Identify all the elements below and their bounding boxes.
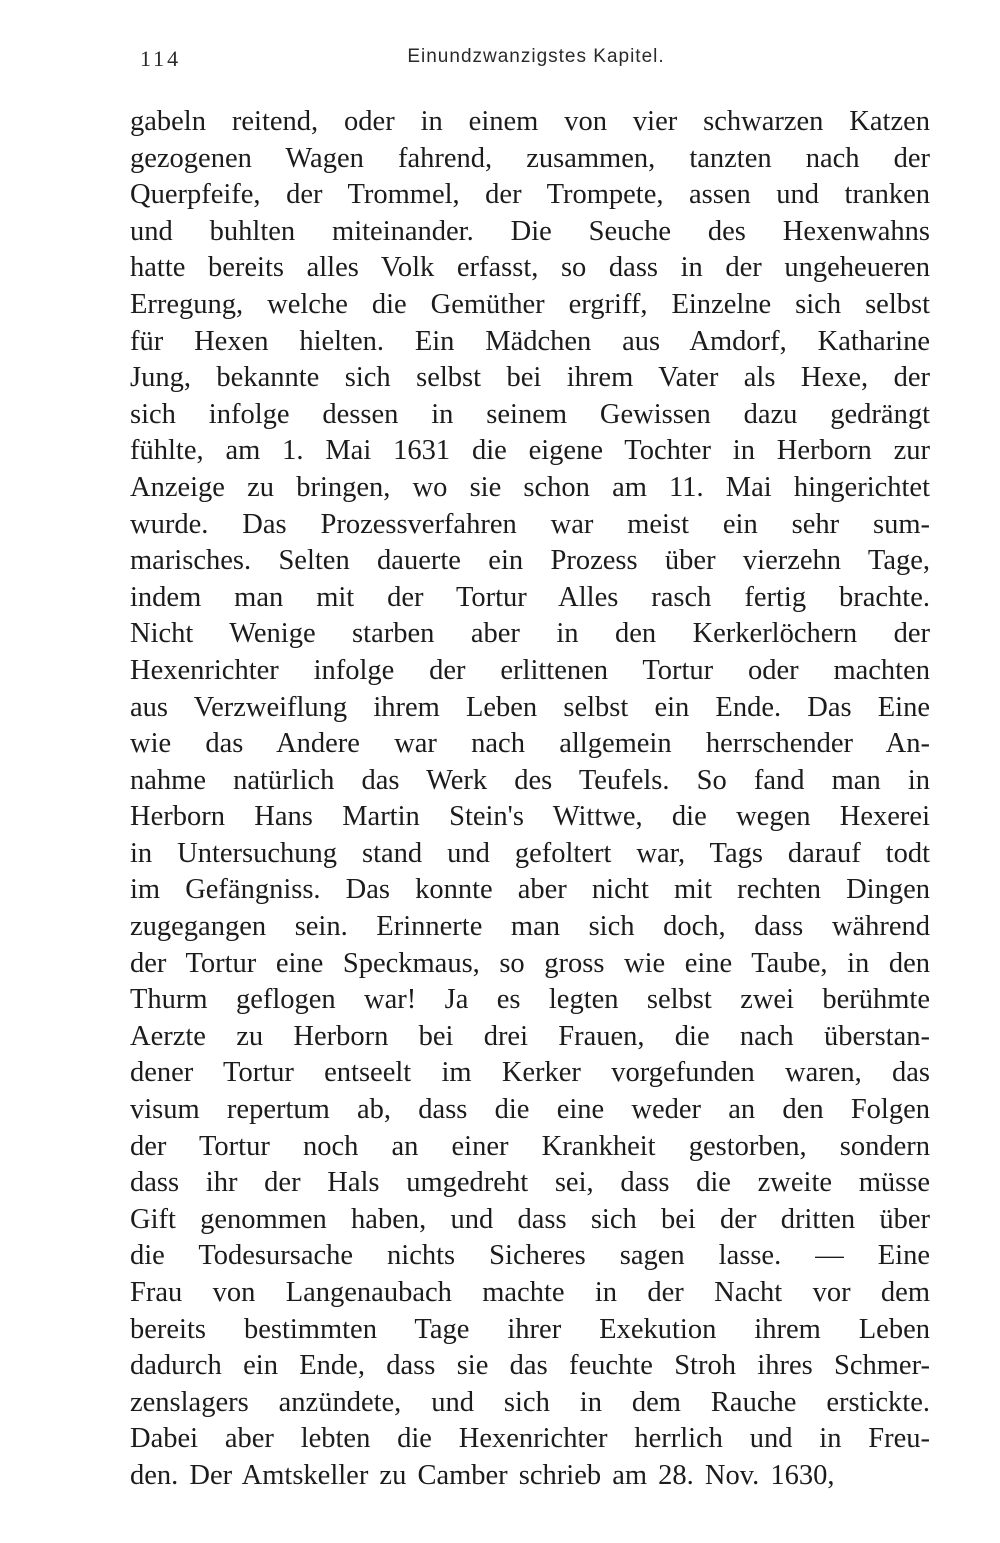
text-line: den. Der Amtskeller zu Camber schrieb am 28. Nov. 1630,	[130, 1459, 835, 1491]
text-line: für Hexen hielten. Ein Mädchen aus Amdorf, Katharine	[130, 325, 930, 357]
text-line: marisches. Selten dauerte ein Prozess über vierzehn Tage,	[130, 545, 930, 577]
text-line: Anzeige zu bringen, wo sie schon am 11. Mai hingerichtet	[130, 471, 930, 503]
text-line: Querpfeife, der Trommel, der Trompete, assen und tranken	[130, 179, 930, 211]
text-line: wie das Andere war nach allgemein herrschender An-	[130, 728, 930, 760]
text-line: zugegangen sein. Erinnerte man sich doch, dass während	[130, 911, 930, 943]
page-number: 114	[140, 46, 182, 71]
text-line: nahme natürlich das Werk des Teufels. So fand man in	[130, 764, 930, 796]
text-line: dass ihr der Hals umgedreht sei, dass die zweite müsse	[130, 1167, 930, 1199]
text-line: indem man mit der Tortur Alles rasch fertig brachte.	[130, 581, 930, 613]
text-line: dadurch ein Ende, dass sie das feuchte Stroh ihres Schmer-	[130, 1350, 930, 1382]
text-line: hatte bereits alles Volk erfasst, so dass in der ungeheueren	[130, 252, 930, 284]
text-line: Jung, bekannte sich selbst bei ihrem Vater als Hexe, der	[130, 362, 930, 394]
text-line: und buhlten miteinander. Die Seuche des Hexenwahns	[130, 215, 930, 247]
text-line: Erregung, welche die Gemüther ergriff, Einzelne sich selbst	[130, 288, 930, 320]
running-head-title: Einundzwanzigstes Kapitel.	[407, 46, 665, 67]
text-line: in Untersuchung stand und gefoltert war, Tags darauf todt	[130, 837, 930, 869]
text-line: Dabei aber lebten die Hexenrichter herrlich und in Freu-	[130, 1423, 930, 1455]
text-line: im Gefängniss. Das konnte aber nicht mit rechten Dingen	[130, 874, 930, 906]
text-line: gezogenen Wagen fahrend, zusammen, tanzten nach der	[130, 142, 930, 174]
text-line: Hexenrichter infolge der erlittenen Tortur oder machten	[130, 654, 930, 686]
text-line: zenslagers anzündete, und sich in dem Rauche erstickte.	[130, 1386, 930, 1418]
text-line: die Todesursache nichts Sicheres sagen lasse. — Eine	[130, 1240, 930, 1272]
text-line: der Tortur noch an einer Krankheit gestorben, sondern	[130, 1130, 930, 1162]
text-line: Herborn Hans Martin Stein's Wittwe, die wegen Hexerei	[130, 801, 930, 833]
text-line: Aerzte zu Herborn bei drei Frauen, die nach überstan-	[130, 1020, 930, 1052]
text-line: visum repertum ab, dass die eine weder an den Folgen	[130, 1094, 930, 1126]
text-line: gabeln reitend, oder in einem von vier schwarzen Katzen	[130, 106, 930, 137]
text-line: sich infolge dessen in seinem Gewissen dazu gedrängt	[130, 398, 930, 430]
text-line: Gift genommen haben, und dass sich bei der dritten über	[130, 1203, 930, 1235]
text-line: bereits bestimmten Tage ihrer Exekution ihrem Leben	[130, 1313, 930, 1345]
body-text	[130, 104, 930, 1495]
text-line: der Tortur eine Speckmaus, so gross wie eine Taube, in den	[130, 947, 930, 979]
text-line: dener Tortur entseelt im Kerker vorgefunden waren, das	[130, 1057, 930, 1089]
text-line: wurde. Das Prozessverfahren war meist ein sehr sum-	[130, 508, 930, 540]
text-line: Frau von Langenaubach machte in der Nacht vor dem	[130, 1277, 930, 1308]
text-line: fühlte, am 1. Mai 1631 die eigene Tochter in Herborn zur	[130, 435, 930, 467]
text-line: Nicht Wenige starben aber in den Kerkerlöchern der	[130, 618, 930, 650]
text-line: Thurm geflogen war! Ja es legten selbst zwei berühmte	[130, 984, 930, 1016]
text-line: aus Verzweiflung ihrem Leben selbst ein Ende. Das Eine	[130, 691, 930, 723]
